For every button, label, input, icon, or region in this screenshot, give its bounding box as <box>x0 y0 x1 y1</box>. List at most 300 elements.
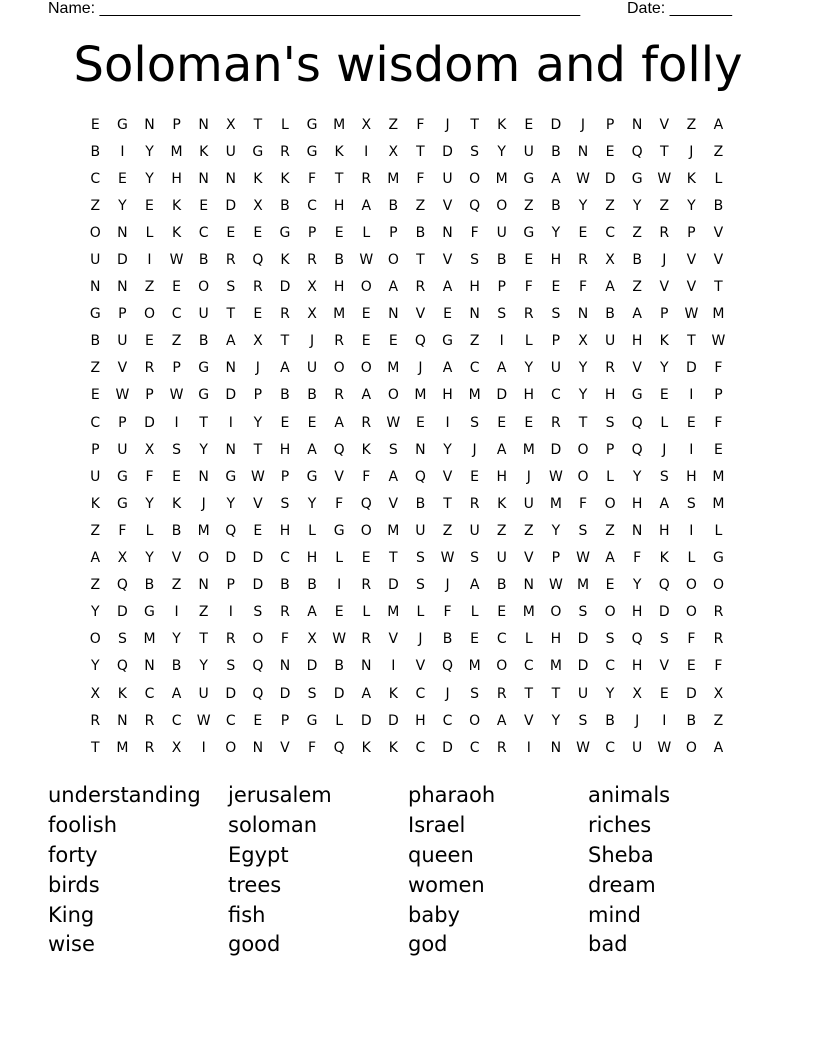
grid-letter[interactable]: S <box>497 306 507 323</box>
grid-letter[interactable]: C <box>605 224 616 241</box>
grid-letter[interactable]: P <box>253 387 263 404</box>
grid-letter[interactable]: A <box>605 550 616 567</box>
grid-letter[interactable]: H <box>631 333 643 350</box>
grid-letter[interactable]: E <box>605 143 615 160</box>
grid-letter[interactable]: Q <box>225 522 237 539</box>
grid-letter[interactable]: M <box>387 604 400 621</box>
grid-letter[interactable]: W <box>548 577 564 594</box>
grid-letter[interactable]: O <box>496 658 508 675</box>
grid-letter[interactable]: S <box>117 631 128 648</box>
grid-letter[interactable]: I <box>228 604 234 621</box>
grid-letter[interactable]: T <box>91 739 101 756</box>
grid-letter[interactable]: N <box>117 224 129 241</box>
grid-letter[interactable]: R <box>578 252 589 269</box>
grid-letter[interactable]: Q <box>631 441 644 458</box>
grid-letter[interactable]: A <box>388 468 399 485</box>
grid-letter[interactable]: E <box>686 658 697 675</box>
grid-letter[interactable]: D <box>117 252 129 269</box>
grid-letter[interactable]: E <box>578 224 588 241</box>
grid-letter[interactable]: D <box>442 739 454 756</box>
grid-letter[interactable]: Y <box>632 577 642 594</box>
grid-letter[interactable]: V <box>632 360 643 377</box>
grid-letter[interactable]: Z <box>713 712 724 729</box>
grid-letter[interactable]: R <box>496 739 508 756</box>
grid-letter[interactable]: Z <box>90 522 101 539</box>
grid-letter[interactable]: U <box>523 143 535 160</box>
grid-letter[interactable]: I <box>526 739 532 756</box>
grid-letter[interactable]: K <box>171 197 182 214</box>
grid-letter[interactable]: B <box>307 577 318 594</box>
grid-letter[interactable]: P <box>91 441 101 458</box>
grid-letter[interactable]: S <box>226 279 236 296</box>
grid-letter[interactable]: Y <box>145 550 155 567</box>
grid-letter[interactable]: Q <box>252 685 264 702</box>
grid-letter[interactable]: C <box>144 685 155 702</box>
grid-letter[interactable]: O <box>685 604 698 621</box>
grid-letter[interactable]: D <box>252 577 264 594</box>
grid-letter[interactable]: O <box>89 224 102 241</box>
grid-letter[interactable]: O <box>685 739 698 756</box>
grid-letter[interactable]: F <box>443 604 453 621</box>
grid-letter[interactable]: M <box>522 441 536 458</box>
grid-letter[interactable]: D <box>550 116 562 133</box>
grid-letter[interactable]: A <box>361 387 372 404</box>
grid-letter[interactable]: B <box>198 252 209 269</box>
grid-letter[interactable]: Z <box>686 116 697 133</box>
grid-letter[interactable]: F <box>578 495 588 512</box>
grid-letter[interactable]: P <box>605 441 615 458</box>
grid-letter[interactable]: A <box>496 441 507 458</box>
grid-letter[interactable]: Z <box>171 577 182 594</box>
grid-letter[interactable]: H <box>171 170 183 187</box>
grid-letter[interactable]: Y <box>145 495 155 512</box>
grid-letter[interactable]: N <box>631 522 643 539</box>
grid-letter[interactable]: A <box>388 279 399 296</box>
grid-letter[interactable]: R <box>225 631 237 648</box>
grid-letter[interactable]: O <box>577 441 589 458</box>
grid-letter[interactable]: T <box>551 685 561 702</box>
grid-letter[interactable]: V <box>524 712 535 729</box>
grid-letter[interactable]: W <box>576 170 591 187</box>
grid-letter[interactable]: A <box>90 550 101 567</box>
grid-letter[interactable]: E <box>307 414 317 431</box>
grid-letter[interactable]: P <box>605 116 615 133</box>
grid-letter[interactable]: P <box>307 224 317 241</box>
grid-letter[interactable]: R <box>252 279 264 296</box>
grid-letter[interactable]: R <box>713 631 724 648</box>
grid-letter[interactable]: E <box>524 252 534 269</box>
grid-letter[interactable]: E <box>388 333 399 350</box>
grid-letter[interactable]: I <box>689 441 694 458</box>
grid-letter[interactable]: F <box>362 468 371 485</box>
grid-letter[interactable]: I <box>391 658 396 675</box>
grid-letter[interactable]: L <box>606 468 615 485</box>
grid-letter[interactable]: G <box>279 224 291 241</box>
grid-letter[interactable]: Y <box>307 495 317 512</box>
grid-letter[interactable]: M <box>414 387 427 404</box>
grid-letter[interactable]: I <box>174 414 180 431</box>
grid-letter[interactable]: B <box>280 387 291 404</box>
grid-letter[interactable]: Y <box>687 197 697 214</box>
grid-letter[interactable]: W <box>576 550 591 567</box>
grid-letter[interactable]: W <box>359 252 374 269</box>
grid-letter[interactable]: Y <box>578 387 588 404</box>
grid-letter[interactable]: V <box>415 658 426 675</box>
grid-letter[interactable]: D <box>577 658 589 675</box>
grid-letter[interactable]: Y <box>632 197 642 214</box>
grid-letter[interactable]: B <box>415 224 426 241</box>
grid-letter[interactable]: O <box>387 387 400 404</box>
grid-letter[interactable]: A <box>442 360 453 377</box>
grid-letter[interactable]: W <box>711 333 726 350</box>
grid-letter[interactable]: D <box>360 712 373 729</box>
grid-letter[interactable]: L <box>308 522 317 539</box>
grid-letter[interactable]: T <box>253 441 263 458</box>
grid-letter[interactable]: X <box>225 116 237 133</box>
grid-letter[interactable]: C <box>415 739 426 756</box>
grid-letter[interactable]: L <box>416 604 425 621</box>
grid-letter[interactable]: U <box>550 360 562 377</box>
grid-letter[interactable]: R <box>144 712 155 729</box>
grid-letter[interactable]: I <box>337 577 342 594</box>
grid-letter[interactable]: U <box>496 224 508 241</box>
grid-letter[interactable]: S <box>659 631 670 648</box>
grid-letter[interactable]: Q <box>442 658 454 675</box>
grid-letter[interactable]: S <box>578 604 588 621</box>
grid-letter[interactable]: Z <box>171 333 182 350</box>
grid-letter[interactable]: L <box>470 604 480 621</box>
grid-letter[interactable]: N <box>117 279 129 296</box>
grid-letter[interactable]: D <box>117 604 129 621</box>
grid-letter[interactable]: A <box>361 685 372 702</box>
grid-letter[interactable]: O <box>333 360 346 377</box>
grid-letter[interactable]: S <box>470 685 480 702</box>
grid-letter[interactable]: M <box>468 387 482 404</box>
grid-letter[interactable]: M <box>549 658 563 675</box>
grid-letter[interactable]: P <box>280 468 290 485</box>
grid-letter[interactable]: I <box>120 143 125 160</box>
grid-letter[interactable]: Y <box>578 197 588 214</box>
grid-letter[interactable]: D <box>550 441 562 458</box>
grid-letter[interactable]: B <box>388 197 399 214</box>
grid-letter[interactable]: S <box>659 468 670 485</box>
grid-letter[interactable]: N <box>550 739 562 756</box>
grid-letter[interactable]: A <box>280 360 291 377</box>
grid-letter[interactable]: F <box>687 631 696 648</box>
grid-letter[interactable]: U <box>90 468 101 485</box>
grid-letter[interactable]: K <box>90 495 101 512</box>
grid-letter[interactable]: Z <box>524 197 535 214</box>
grid-letter[interactable]: W <box>548 468 564 485</box>
grid-letter[interactable]: K <box>280 170 291 187</box>
grid-letter[interactable]: S <box>307 685 317 702</box>
grid-letter[interactable]: V <box>659 116 670 133</box>
grid-letter[interactable]: C <box>469 739 480 756</box>
grid-letter[interactable]: R <box>469 495 480 512</box>
grid-letter[interactable]: W <box>657 170 672 187</box>
grid-letter[interactable]: N <box>442 224 454 241</box>
grid-letter[interactable]: H <box>631 495 643 512</box>
grid-letter[interactable]: R <box>361 170 372 187</box>
grid-letter[interactable]: F <box>308 170 317 187</box>
grid-letter[interactable]: I <box>689 522 694 539</box>
grid-letter[interactable]: P <box>497 279 507 296</box>
grid-letter[interactable]: C <box>90 414 101 431</box>
grid-letter[interactable]: T <box>659 143 670 160</box>
grid-letter[interactable]: U <box>523 495 535 512</box>
grid-letter[interactable]: T <box>389 550 399 567</box>
grid-letter[interactable]: L <box>524 333 534 350</box>
grid-letter[interactable]: D <box>577 631 589 648</box>
grid-letter[interactable]: Q <box>631 414 644 431</box>
grid-letter[interactable]: W <box>196 712 212 729</box>
grid-letter[interactable]: M <box>387 522 400 539</box>
grid-letter[interactable]: V <box>334 468 345 485</box>
grid-letter[interactable]: Q <box>631 143 644 160</box>
grid-letter[interactable]: D <box>306 658 318 675</box>
grid-letter[interactable]: S <box>470 252 480 269</box>
grid-letter[interactable]: N <box>577 143 589 160</box>
grid-letter[interactable]: H <box>415 712 427 729</box>
grid-letter[interactable]: U <box>415 522 427 539</box>
grid-letter[interactable]: W <box>576 739 591 756</box>
grid-letter[interactable]: M <box>170 143 184 160</box>
grid-letter[interactable]: D <box>144 414 156 431</box>
grid-letter[interactable]: G <box>225 468 237 485</box>
grid-letter[interactable]: L <box>714 522 723 539</box>
grid-letter[interactable]: S <box>388 441 399 458</box>
grid-letter[interactable]: Y <box>443 441 453 458</box>
grid-letter[interactable]: Y <box>172 631 182 648</box>
grid-letter[interactable]: R <box>659 224 670 241</box>
grid-letter[interactable]: G <box>631 170 644 187</box>
grid-letter[interactable]: I <box>228 414 234 431</box>
grid-letter[interactable]: B <box>496 252 507 269</box>
grid-letter[interactable]: T <box>253 116 263 133</box>
grid-letter[interactable]: H <box>631 658 643 675</box>
grid-letter[interactable]: F <box>714 658 723 675</box>
grid-letter[interactable]: R <box>144 739 155 756</box>
grid-letter[interactable]: N <box>631 116 643 133</box>
grid-letter[interactable]: V <box>442 468 453 485</box>
grid-letter[interactable]: Z <box>90 360 101 377</box>
grid-letter[interactable]: S <box>470 143 480 160</box>
grid-letter[interactable]: B <box>307 387 318 404</box>
grid-letter[interactable]: V <box>524 550 535 567</box>
grid-letter[interactable]: T <box>443 495 453 512</box>
grid-letter[interactable]: Q <box>414 333 427 350</box>
grid-letter[interactable]: N <box>198 468 210 485</box>
grid-letter[interactable]: U <box>198 685 210 702</box>
grid-letter[interactable]: S <box>578 712 588 729</box>
grid-letter[interactable]: P <box>714 387 724 404</box>
grid-letter[interactable]: B <box>605 306 616 323</box>
grid-letter[interactable]: Q <box>469 197 481 214</box>
grid-letter[interactable]: B <box>442 631 453 648</box>
grid-letter[interactable]: A <box>171 685 182 702</box>
grid-letter[interactable]: A <box>496 360 507 377</box>
grid-letter[interactable]: R <box>361 414 372 431</box>
grid-letter[interactable]: C <box>605 658 616 675</box>
grid-letter[interactable]: M <box>333 116 346 133</box>
grid-letter[interactable]: W <box>332 631 347 648</box>
grid-letter[interactable]: H <box>442 387 454 404</box>
grid-letter[interactable]: A <box>361 197 372 214</box>
grid-letter[interactable]: C <box>171 712 182 729</box>
grid-letter[interactable]: D <box>604 170 616 187</box>
grid-letter[interactable]: B <box>415 495 426 512</box>
grid-letter[interactable]: D <box>225 197 237 214</box>
grid-letter[interactable]: D <box>279 279 291 296</box>
grid-letter[interactable]: Y <box>659 360 670 377</box>
grid-letter[interactable]: N <box>252 739 264 756</box>
grid-letter[interactable]: G <box>713 550 725 567</box>
grid-letter[interactable]: F <box>308 739 317 756</box>
grid-letter[interactable]: U <box>632 739 643 756</box>
grid-letter[interactable]: Y <box>199 658 209 675</box>
grid-letter[interactable]: H <box>659 522 671 539</box>
grid-letter[interactable]: E <box>497 414 507 431</box>
grid-letter[interactable]: J <box>201 495 207 512</box>
grid-letter[interactable]: T <box>687 333 697 350</box>
grid-letter[interactable]: A <box>659 495 670 512</box>
grid-letter[interactable]: S <box>551 306 561 323</box>
grid-letter[interactable]: X <box>90 685 101 702</box>
grid-letter[interactable]: J <box>418 360 423 377</box>
grid-letter[interactable]: E <box>524 116 534 133</box>
grid-letter[interactable]: I <box>147 252 153 269</box>
grid-letter[interactable]: B <box>551 197 562 214</box>
grid-letter[interactable]: P <box>172 360 182 377</box>
grid-letter[interactable]: D <box>225 685 237 702</box>
grid-letter[interactable]: C <box>171 306 182 323</box>
grid-letter[interactable]: O <box>469 170 481 187</box>
grid-letter[interactable]: U <box>496 550 508 567</box>
grid-letter[interactable]: E <box>415 414 426 431</box>
grid-letter[interactable]: Z <box>90 577 101 594</box>
grid-letter[interactable]: T <box>470 116 480 133</box>
grid-letter[interactable]: O <box>496 197 508 214</box>
grid-letter[interactable]: R <box>334 387 345 404</box>
grid-letter[interactable]: L <box>524 631 534 648</box>
grid-letter[interactable]: O <box>685 577 698 594</box>
grid-letter[interactable]: G <box>631 387 644 404</box>
grid-letter[interactable]: Z <box>659 197 670 214</box>
grid-letter[interactable]: B <box>280 197 291 214</box>
grid-letter[interactable]: Z <box>632 224 643 241</box>
grid-letter[interactable]: C <box>523 658 535 675</box>
grid-letter[interactable]: R <box>496 685 508 702</box>
grid-letter[interactable]: A <box>442 279 453 296</box>
grid-letter[interactable]: D <box>442 143 454 160</box>
grid-letter[interactable]: E <box>659 387 670 404</box>
grid-letter[interactable]: F <box>416 116 425 133</box>
grid-letter[interactable]: B <box>686 712 697 729</box>
grid-letter[interactable]: B <box>632 252 643 269</box>
grid-letter[interactable]: H <box>279 522 291 539</box>
grid-letter[interactable]: Y <box>551 224 561 241</box>
grid-letter[interactable]: J <box>309 333 315 350</box>
grid-letter[interactable]: S <box>470 550 480 567</box>
grid-letter[interactable]: S <box>605 414 616 431</box>
grid-letter[interactable]: U <box>198 306 210 323</box>
grid-letter[interactable]: M <box>576 577 590 594</box>
grid-letter[interactable]: X <box>171 739 182 756</box>
grid-letter[interactable]: N <box>279 658 291 675</box>
grid-letter[interactable]: V <box>253 495 264 512</box>
grid-letter[interactable]: V <box>280 739 291 756</box>
grid-letter[interactable]: A <box>713 116 724 133</box>
grid-letter[interactable]: F <box>524 279 534 296</box>
grid-letter[interactable]: O <box>604 495 617 512</box>
grid-letter[interactable]: I <box>689 387 694 404</box>
grid-letter[interactable]: S <box>253 604 263 621</box>
grid-letter[interactable]: R <box>605 360 616 377</box>
grid-letter[interactable]: Y <box>91 658 101 675</box>
date-field-label[interactable]: Date: _______ <box>627 0 732 17</box>
grid-letter[interactable]: C <box>415 685 426 702</box>
grid-letter[interactable]: Z <box>713 143 724 160</box>
grid-letter[interactable]: D <box>279 685 291 702</box>
grid-letter[interactable]: G <box>306 468 318 485</box>
grid-letter[interactable]: R <box>280 306 291 323</box>
grid-letter[interactable]: E <box>524 414 534 431</box>
grid-letter[interactable]: G <box>144 604 156 621</box>
grid-letter[interactable]: D <box>685 685 698 702</box>
grid-letter[interactable]: K <box>253 170 263 187</box>
grid-letter[interactable]: G <box>306 116 318 133</box>
grid-letter[interactable]: G <box>198 360 210 377</box>
grid-letter[interactable]: O <box>89 631 102 648</box>
grid-letter[interactable]: A <box>713 739 724 756</box>
grid-letter[interactable]: J <box>662 441 667 458</box>
grid-letter[interactable]: M <box>712 306 725 323</box>
grid-letter[interactable]: O <box>360 522 373 539</box>
grid-letter[interactable]: M <box>549 495 563 512</box>
grid-letter[interactable]: X <box>632 685 643 702</box>
grid-letter[interactable]: O <box>604 604 617 621</box>
grid-letter[interactable]: F <box>714 414 723 431</box>
grid-letter[interactable]: E <box>470 631 480 648</box>
grid-letter[interactable]: N <box>198 116 210 133</box>
grid-letter[interactable]: S <box>280 495 290 512</box>
grid-letter[interactable]: J <box>580 116 586 133</box>
grid-letter[interactable]: E <box>145 197 155 214</box>
grid-letter[interactable]: D <box>658 604 671 621</box>
grid-letter[interactable]: P <box>118 306 128 323</box>
grid-letter[interactable]: J <box>418 631 423 648</box>
grid-letter[interactable]: G <box>523 170 535 187</box>
grid-letter[interactable]: K <box>659 333 670 350</box>
grid-letter[interactable]: C <box>469 360 480 377</box>
grid-letter[interactable]: B <box>605 712 616 729</box>
grid-letter[interactable]: O <box>469 712 481 729</box>
grid-letter[interactable]: U <box>442 170 454 187</box>
grid-letter[interactable]: B <box>171 522 182 539</box>
grid-letter[interactable]: R <box>523 306 535 323</box>
grid-letter[interactable]: V <box>388 631 399 648</box>
grid-letter[interactable]: D <box>252 550 264 567</box>
grid-letter[interactable]: Z <box>388 116 399 133</box>
grid-letter[interactable]: W <box>684 306 699 323</box>
grid-letter[interactable]: B <box>334 658 345 675</box>
grid-letter[interactable]: G <box>116 116 129 133</box>
grid-letter[interactable]: N <box>360 658 372 675</box>
grid-letter[interactable]: Y <box>551 522 561 539</box>
grid-letter[interactable]: M <box>495 170 509 187</box>
grid-letter[interactable]: B <box>713 197 724 214</box>
grid-letter[interactable]: A <box>632 306 643 323</box>
